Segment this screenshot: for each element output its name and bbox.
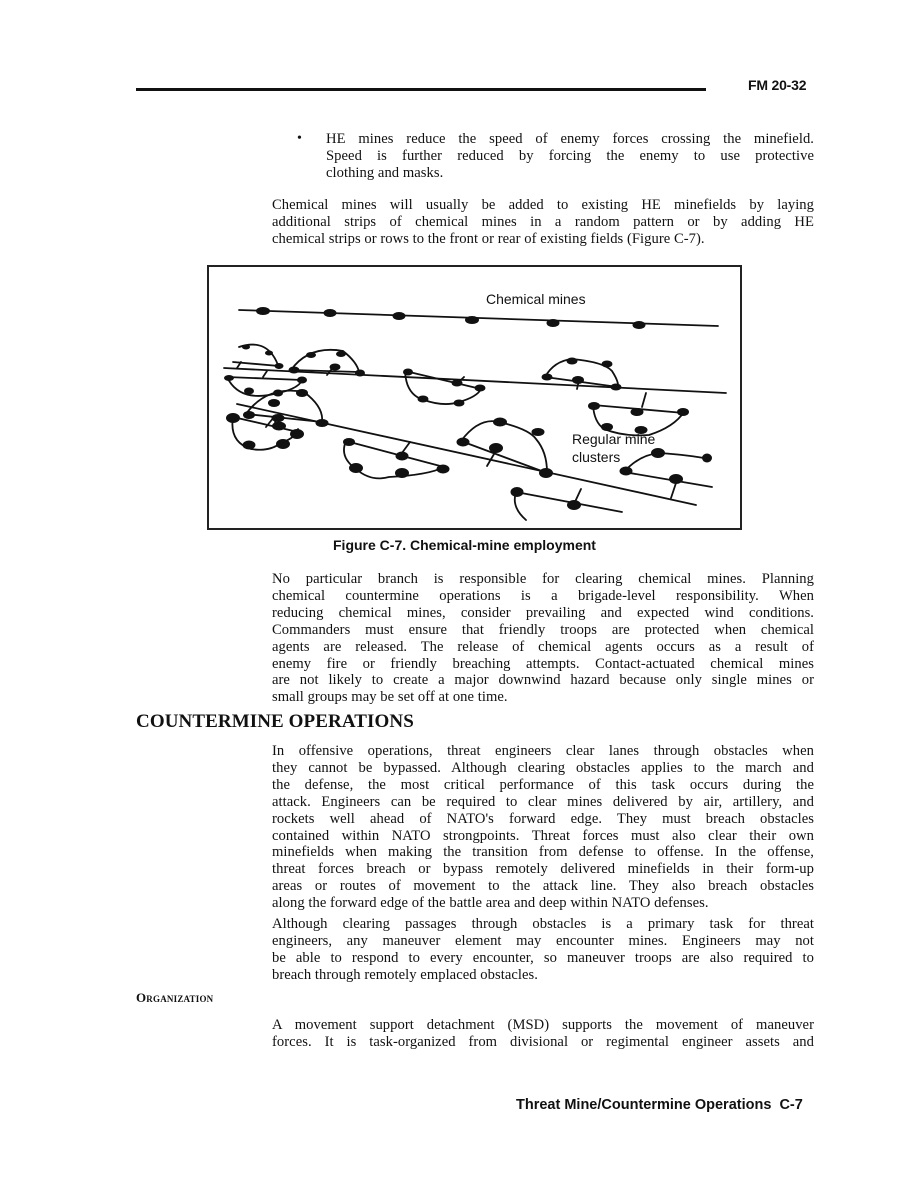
chemical-mine: [633, 321, 646, 329]
paragraph-clearing-passages: [272, 916, 814, 984]
text-line: attack. Engineers can be required to clear mines delivered by air, artillery, and: [272, 793, 814, 810]
text-line: Speed is further reduced by forcing the enemy to use protective: [326, 147, 814, 164]
text-line: HE mines reduce the speed of enemy forces crossing the minefield.: [326, 131, 814, 147]
text-line: chemical countermine operations is a brigade-level responsibility. When: [272, 587, 814, 604]
paragraph-clearing-chemical-mines: [272, 571, 814, 706]
chemical-mine: [324, 309, 337, 317]
text-line: threat forces breach or bypass remotely delivered minefields in their form-up: [272, 861, 814, 878]
label-regular-mine-clusters-line2: clusters: [572, 449, 621, 465]
text-line: are not likely to create a major downwind hazard because only single mines or: [272, 672, 814, 689]
text-line: Chemical mines will usually be added to existing HE minefields by laying: [272, 197, 814, 213]
minefield-row-line: [237, 404, 696, 505]
text-line: Although clearing passages through obstacles is a primary task for threat: [272, 916, 814, 932]
page-footer: Threat Mine/Countermine Operations C-7: [516, 1097, 803, 1113]
figure-caption: Figure C-7. Chemical-mine employment: [333, 537, 596, 553]
minefield-diagram: [209, 267, 740, 528]
subsection-heading: Organization: [136, 990, 214, 1005]
bullet-item-text: [326, 131, 814, 182]
label-regular-mine-clusters: Regular mine: [572, 431, 656, 447]
text-line: breach through remotely emplaced obstacles.: [272, 966, 538, 983]
paragraph-offensive-operations: [272, 743, 814, 912]
paragraph-movement-support-detachment: [272, 1017, 814, 1051]
text-line: forces. It is task-organized from divisional or regimental engineer assets and: [272, 1033, 814, 1050]
figure-chemical-mine-employment: [207, 265, 742, 530]
chemical-mine: [465, 316, 479, 324]
bullet-marker: •: [297, 131, 302, 146]
text-line: clothing and masks.: [326, 164, 444, 181]
text-line: small groups may be set off at one time.: [272, 689, 508, 706]
header-rule: [136, 88, 706, 91]
text-line: agents are released. The release of chemical agents occurs as a result of: [272, 638, 814, 655]
text-line: along the forward edge of the battle area and deep within NATO defenses.: [272, 895, 709, 912]
paragraph-chemical-mines: [272, 197, 814, 248]
text-line: chemical strips or rows to the front or rear of existing fields (Figure C-7).: [272, 230, 705, 247]
label-chemical-mines: Chemical mines: [486, 291, 586, 307]
chemical-mine-strip-line: [239, 310, 718, 326]
text-line: areas or routes of movement to the attack line. They also breach obstacles: [272, 878, 814, 895]
text-line: they cannot be bypassed. Although clearing obstacles applies to the march and: [272, 759, 814, 776]
text-line: additional strips of chemical mines in a random pattern or by adding HE: [272, 213, 814, 230]
chemical-mine: [393, 312, 406, 320]
text-line: contained within NATO strongpoints. Threat forces must also clear their own: [272, 827, 814, 844]
text-line: the defense, the most critical performance of this task occurs during the: [272, 776, 814, 793]
text-line: Commanders must ensure that friendly troops are protected when chemical: [272, 621, 814, 638]
text-line: No particular branch is responsible for clearing chemical mines. Planning: [272, 571, 814, 587]
text-line: minefields when making the transition from defense to offense. In the offense,: [272, 844, 814, 861]
text-line: be able to respond to every encounter, so maneuver troops are also required to: [272, 949, 814, 966]
text-line: In offensive operations, threat engineers clear lanes through obstacles when: [272, 743, 814, 759]
text-line: A movement support detachment (MSD) supports the movement of maneuver: [272, 1017, 814, 1033]
chemical-mine: [256, 307, 270, 315]
document-code: FM 20-32: [748, 77, 807, 93]
text-line: reducing chemical mines, consider prevailing and expected wind conditions.: [272, 604, 814, 621]
section-heading: COUNTERMINE OPERATIONS: [136, 711, 414, 732]
text-line: enemy fire or friendly breaching attempts. Contact-actuated chemical mines: [272, 655, 814, 672]
text-line: engineers, any maneuver element may encounter mines. Engineers may not: [272, 932, 814, 949]
text-line: rockets well ahead of NATO's forward edge. They must breach obstacles: [272, 810, 814, 827]
chemical-mine: [547, 319, 560, 327]
